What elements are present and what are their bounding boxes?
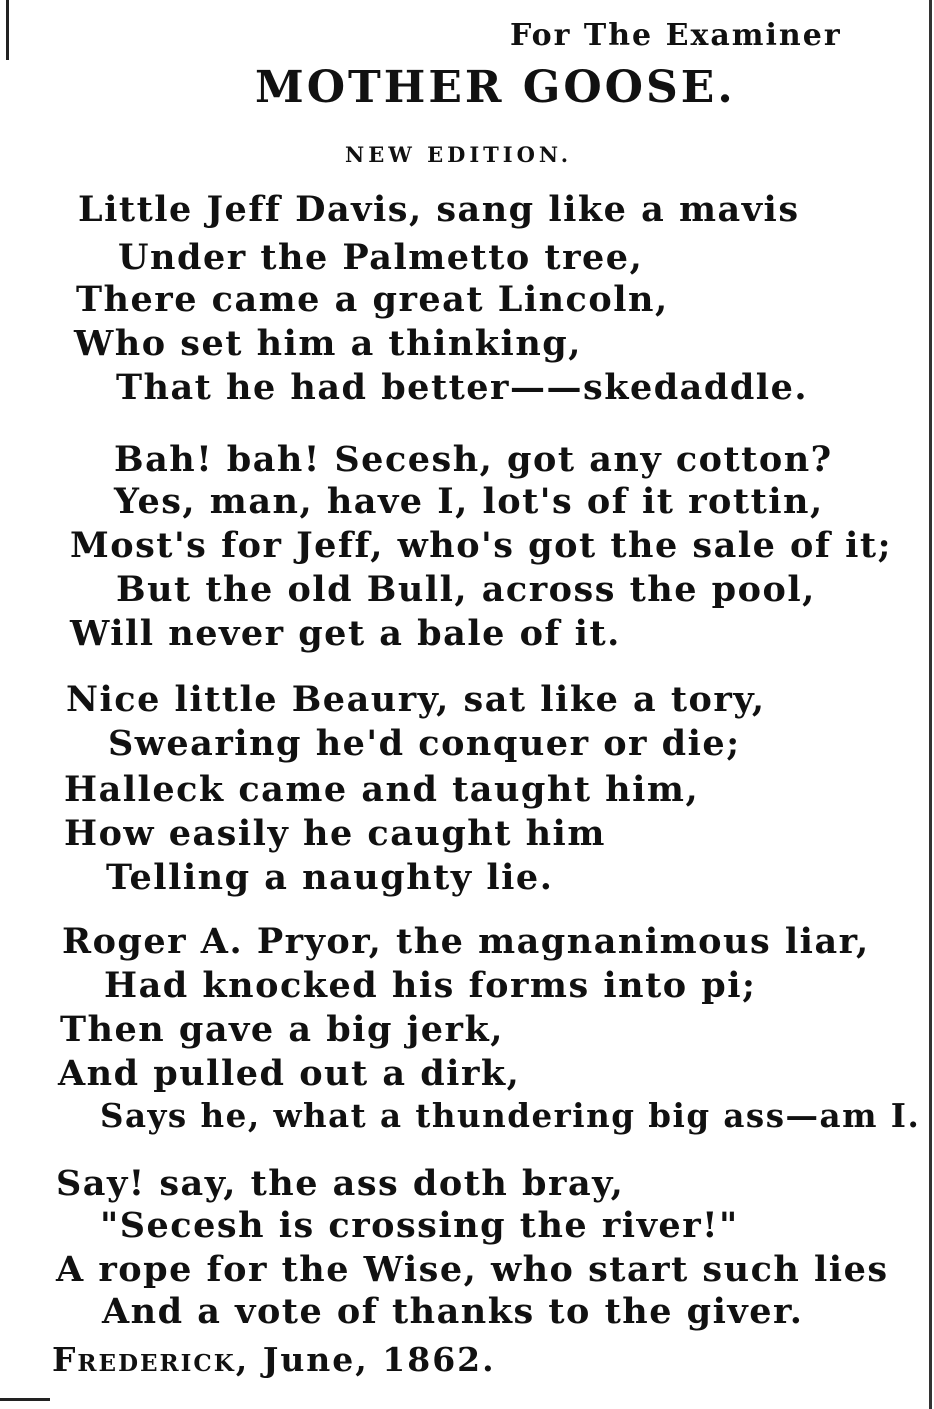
poem-line: Little Jeff Davis, sang like a mavis — [78, 189, 800, 230]
poem-line: And pulled out a dirk, — [58, 1053, 521, 1094]
scan-edge-right — [929, 0, 932, 1409]
poem-line: Had knocked his forms into pi; — [104, 965, 757, 1006]
poem-line: Bah! bah! Secesh, got any cotton? — [114, 439, 833, 480]
poem-line: Telling a naughty lie. — [106, 857, 554, 898]
poem-line: Most's for Jeff, who's got the sale of it; — [70, 525, 892, 566]
poem-line: Under the Palmetto tree, — [118, 237, 644, 278]
poem-line: A rope for the Wise, who start such lies — [56, 1249, 889, 1290]
poem-line: Who set him a thinking, — [74, 323, 582, 364]
poem-line: Yes, man, have I, lot's of it rottin, — [114, 481, 824, 522]
attribution-line: For The Examiner — [510, 18, 842, 53]
scan-edge-bottom — [0, 1398, 50, 1401]
dateline — [52, 1340, 496, 1379]
poem-line: Then gave a big jerk, — [60, 1009, 504, 1050]
poem-line: "Secesh is crossing the river!" — [100, 1205, 739, 1246]
poem-title: MOTHER GOOSE. — [255, 62, 736, 113]
poem-line: Says he, what a thundering big ass—am I. — [100, 1096, 921, 1135]
poem-line: How easily he caught him — [64, 813, 606, 854]
scan-edge-left — [6, 0, 9, 60]
poem-line: Say! say, the ass doth bray, — [56, 1163, 625, 1204]
poem-line: But the old Bull, across the pool, — [116, 569, 816, 610]
dateline-separator: , — [235, 1340, 263, 1379]
dateline-place: Frederick — [52, 1340, 236, 1379]
poem-line: Will never get a bale of it. — [70, 613, 621, 654]
poem-subtitle: NEW EDITION. — [345, 142, 573, 167]
poem-line: Roger A. Pryor, the magnanimous liar, — [62, 921, 870, 962]
poem-line: And a vote of thanks to the giver. — [102, 1291, 804, 1332]
poem-line: That he had better——skedaddle. — [116, 367, 809, 408]
poem-line: There came a great Lincoln, — [76, 279, 669, 320]
poem-line: Swearing he'd conquer or die; — [108, 723, 741, 764]
dateline-date: June, 1862. — [262, 1340, 496, 1379]
poem-line: Nice little Beaury, sat like a tory, — [66, 679, 766, 720]
poem-line: Halleck came and taught him, — [64, 769, 700, 810]
